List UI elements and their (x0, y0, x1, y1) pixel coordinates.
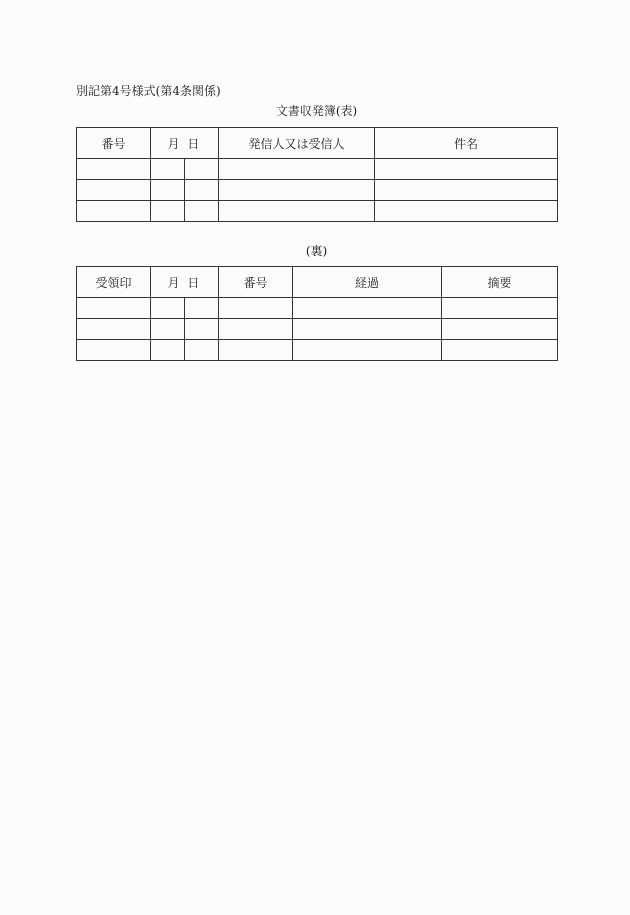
sender-receiver-cell[interactable] (219, 201, 375, 222)
column-header-progress: 経過 (293, 267, 442, 298)
column-header-number: 番号 (219, 267, 293, 298)
table-row (77, 201, 558, 222)
front-table-caption: 文書収発簿(表) (275, 104, 358, 118)
number-cell[interactable] (219, 319, 293, 340)
day-cell[interactable] (185, 180, 219, 201)
number-cell[interactable] (77, 180, 151, 201)
back-table-caption: (裏) (305, 244, 328, 258)
number-cell[interactable] (77, 201, 151, 222)
day-cell[interactable] (185, 340, 219, 361)
column-header-subject: 件名 (375, 128, 558, 159)
sender-receiver-cell[interactable] (219, 159, 375, 180)
progress-cell[interactable] (293, 298, 442, 319)
table-row (77, 298, 558, 319)
receipt-seal-cell[interactable] (77, 319, 151, 340)
sender-receiver-cell[interactable] (219, 180, 375, 201)
column-header-number: 番号 (77, 128, 151, 159)
number-cell[interactable] (77, 159, 151, 180)
day-cell[interactable] (185, 159, 219, 180)
month-cell[interactable] (151, 201, 185, 222)
front-header-row (77, 128, 558, 159)
month-cell[interactable] (151, 340, 185, 361)
back-ledger-table (76, 266, 558, 361)
receipt-seal-cell[interactable] (77, 298, 151, 319)
summary-cell[interactable] (442, 298, 558, 319)
month-cell[interactable] (151, 180, 185, 201)
subject-cell[interactable] (375, 180, 558, 201)
summary-cell[interactable] (442, 340, 558, 361)
table-row (77, 340, 558, 361)
form-heading: 別記第4号様式(第4条関係) (76, 84, 221, 98)
month-cell[interactable] (151, 298, 185, 319)
receipt-seal-cell[interactable] (77, 340, 151, 361)
month-cell[interactable] (151, 159, 185, 180)
column-header-sender-receiver: 発信人又は受信人 (219, 128, 375, 159)
subject-cell[interactable] (375, 159, 558, 180)
number-cell[interactable] (219, 340, 293, 361)
progress-cell[interactable] (293, 319, 442, 340)
table-row (77, 319, 558, 340)
day-cell[interactable] (185, 298, 219, 319)
day-cell[interactable] (185, 201, 219, 222)
number-cell[interactable] (219, 298, 293, 319)
back-header-row (77, 267, 558, 298)
front-ledger-table (76, 127, 558, 222)
column-header-summary: 摘要 (442, 267, 558, 298)
summary-cell[interactable] (442, 319, 558, 340)
subject-cell[interactable] (375, 201, 558, 222)
progress-cell[interactable] (293, 340, 442, 361)
day-cell[interactable] (185, 319, 219, 340)
table-row (77, 159, 558, 180)
month-cell[interactable] (151, 319, 185, 340)
table-row (77, 180, 558, 201)
column-header-month-day: 月 日 (151, 267, 219, 298)
column-header-month-day: 月 日 (151, 128, 219, 159)
column-header-receipt-seal: 受領印 (77, 267, 151, 298)
